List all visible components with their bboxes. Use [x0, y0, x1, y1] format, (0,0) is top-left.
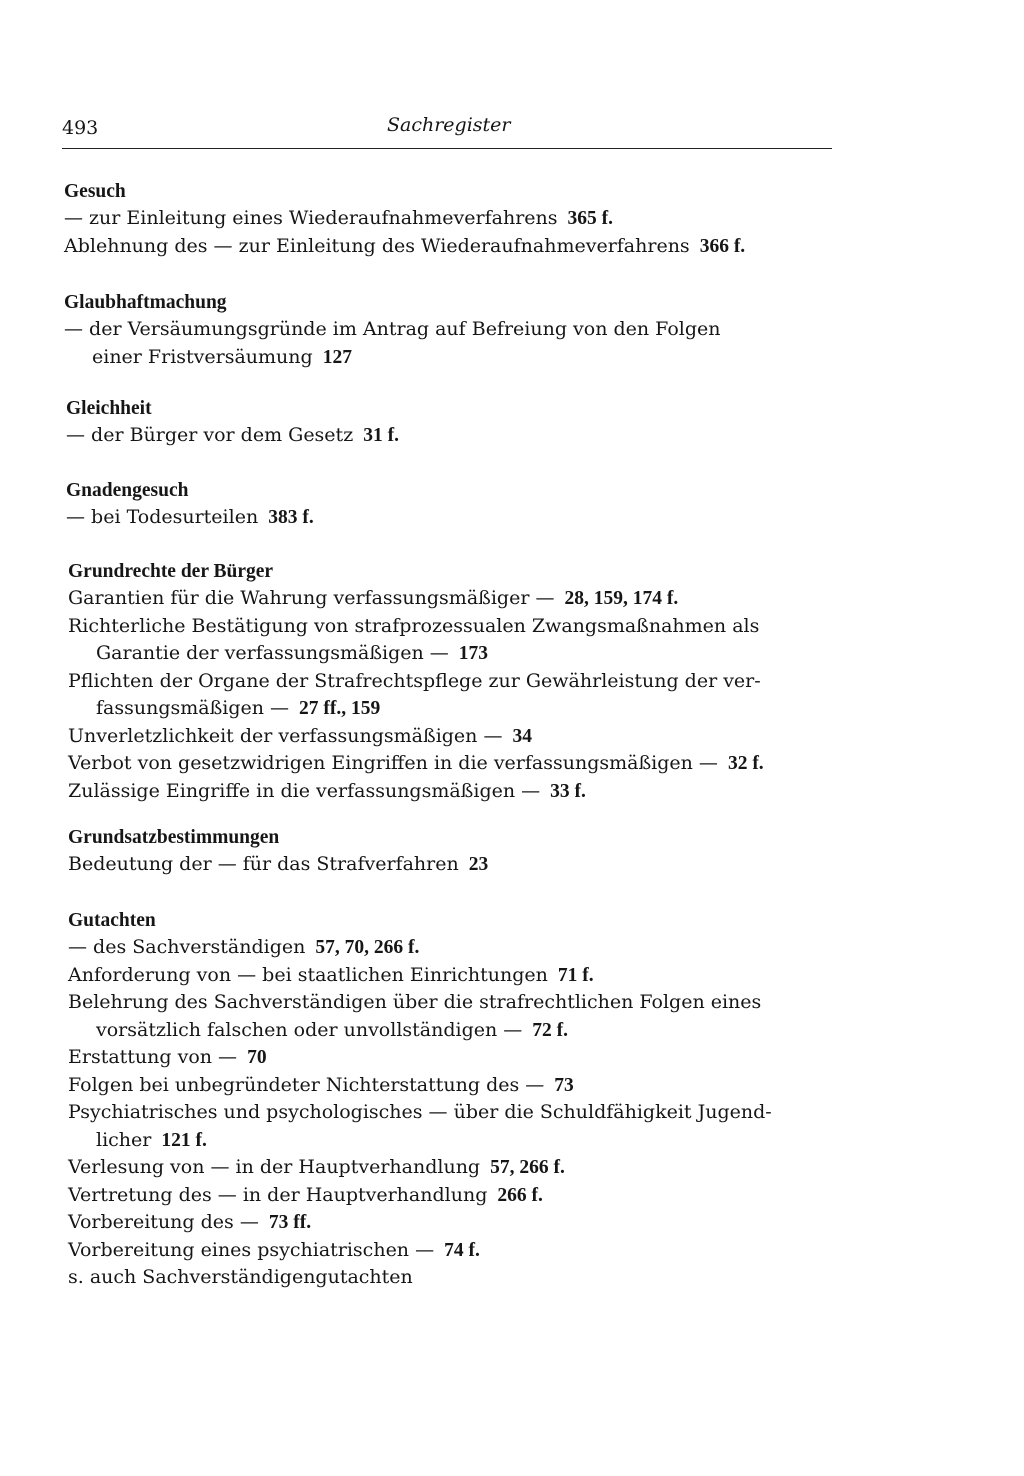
entry-term: Pflichten der Organe der Strafrechtspflege zur Gewährleistung der ver- [68, 669, 761, 692]
entry-text [68, 778, 848, 806]
index-entry [68, 1237, 848, 1265]
index-heading: Gnadengesuch [66, 480, 189, 501]
index-entry [64, 205, 844, 233]
entry-continuation [68, 695, 848, 723]
page-number: 493 [62, 117, 99, 139]
page-reference: 28, 159, 174 f. [564, 588, 679, 609]
index-section [66, 477, 846, 532]
entry-text [64, 205, 844, 233]
index-section [66, 395, 846, 450]
continuation-text: fassungsmäßigen — [96, 697, 290, 719]
entry-continuation [68, 1127, 848, 1155]
index-heading: Gutachten [68, 910, 156, 931]
entry-term: — bei Todesurteilen [66, 506, 259, 528]
continuation-text: licher [96, 1128, 152, 1151]
entry-term: Ablehnung des — zur Einleitung des Wiederaufnahmeverfahrens [64, 234, 690, 257]
index-section [68, 558, 848, 805]
entry-continuation [68, 1017, 848, 1045]
index-section [64, 289, 844, 371]
index-entry [68, 962, 848, 990]
entry-text [64, 233, 844, 261]
entry-text [68, 723, 848, 751]
entry-term: Vorbereitung eines psychiatrischen — [68, 1238, 435, 1261]
entry-text [68, 1182, 848, 1210]
entry-text [68, 1264, 848, 1292]
page-reference: 173 [458, 643, 489, 664]
entry-text [68, 1044, 848, 1072]
entry-text [68, 934, 848, 962]
index-heading: Gleichheit [66, 398, 152, 419]
page-reference: 366 f. [699, 235, 746, 257]
index-heading: Grundsatzbestimmungen [68, 827, 280, 848]
header-rule [62, 148, 832, 149]
entry-text [68, 613, 848, 641]
entry-text [68, 1154, 848, 1182]
entry-term: Anforderung von — bei staatlichen Einrichtungen [68, 963, 548, 986]
index-entry [68, 613, 848, 668]
entry-text [68, 1099, 848, 1127]
entry-continuation [64, 344, 844, 372]
page-reference: 32 f. [727, 753, 764, 774]
index-entry [68, 1044, 848, 1072]
index-section [68, 824, 848, 879]
page-reference: 121 f. [161, 1129, 207, 1151]
index-heading: Grundrechte der Bürger [68, 561, 274, 582]
entry-term: Garantien für die Wahrung verfassungsmäßiger — [68, 587, 555, 609]
entry-term: Erstattung von — [68, 1046, 238, 1068]
page-reference: 31 f. [363, 425, 399, 446]
entry-term: Unverletzlichkeit der verfassungsmäßigen — [68, 724, 503, 747]
entry-term: Verbot von gesetzwidrigen Eingriffen in die verfassungsmäßigen — [68, 752, 718, 774]
entry-text [66, 504, 846, 532]
entry-text [68, 1072, 848, 1100]
entry-term: Belehrung des Sachverständigen über die strafrechtlichen Folgen eines [68, 991, 762, 1013]
index-entry [68, 1072, 848, 1100]
entry-term: Verlesung von — in der Hauptverhandlung [68, 1156, 481, 1178]
entry-term: Psychiatrisches und psychologisches — über die Schuldfähigkeit Jugend- [68, 1101, 772, 1123]
index-entry [68, 1099, 848, 1154]
entry-text [68, 1209, 848, 1237]
index-entry [64, 233, 844, 261]
index-entry [68, 668, 848, 723]
entry-term: — zur Einleitung eines Wiederaufnahmeverfahrens [64, 207, 558, 229]
page-reference: 127 [322, 346, 352, 368]
index-entry [68, 934, 848, 962]
continuation-text: vorsätzlich falschen oder unvollständigen — [96, 1018, 523, 1041]
entry-term: — der Bürger vor dem Gesetz [66, 424, 354, 446]
page-reference: 73 ff. [268, 1212, 312, 1233]
entry-text [64, 316, 844, 344]
index-entry [68, 750, 848, 778]
entry-text [68, 962, 848, 990]
page-reference: 73 [554, 1074, 574, 1096]
index-entry [68, 1264, 848, 1292]
page-reference: 23 [468, 854, 489, 875]
index-section [68, 907, 848, 1292]
page-reference: 383 f. [268, 507, 314, 528]
entry-term: Bedeutung der — für das Strafverfahren [68, 853, 459, 875]
index-entry [66, 422, 846, 450]
continuation-text: einer Fristversäumung [92, 345, 313, 368]
page-reference: 70 [247, 1047, 267, 1068]
index-section [64, 178, 844, 260]
index-entry [68, 851, 848, 879]
entry-term: Vorbereitung des — [68, 1211, 259, 1233]
entry-text [68, 851, 848, 879]
entry-text [68, 750, 848, 778]
entry-text [68, 989, 848, 1017]
index-entry [66, 504, 846, 532]
entry-term: Folgen bei unbegründeter Nichterstattung des — [68, 1073, 545, 1096]
index-heading: Glaubhaftmachung [64, 292, 227, 313]
index-entry [68, 1209, 848, 1237]
index-entry [64, 316, 844, 371]
index-entry [68, 989, 848, 1044]
page-reference: 33 f. [550, 780, 586, 802]
page-reference: 266 f. [497, 1184, 543, 1206]
page-reference: 57, 266 f. [490, 1157, 565, 1178]
entry-text [68, 668, 848, 696]
page-reference: 57, 70, 266 f. [315, 937, 420, 958]
entry-term: s. auch Sachverständigengutachten [68, 1266, 413, 1288]
entry-term: — des Sachverständigen [68, 936, 306, 958]
page-header [62, 112, 834, 152]
page-reference: 27 ff., 159 [299, 698, 381, 719]
entry-text [68, 1237, 848, 1265]
index-entry [68, 1182, 848, 1210]
entry-term: — der Versäumungsgründe im Antrag auf Befreiung von den Folgen [64, 318, 721, 340]
page-reference: 74 f. [444, 1239, 480, 1261]
index-entry [68, 778, 848, 806]
page-reference: 365 f. [567, 208, 614, 229]
index-heading: Gesuch [64, 181, 126, 202]
page-reference: 34 [512, 725, 532, 747]
index-entry [68, 723, 848, 751]
page-reference: 72 f. [532, 1019, 569, 1041]
entry-continuation [68, 640, 848, 668]
index-entry [68, 585, 848, 613]
entry-term: Zulässige Eingriffe in die verfassungsmäßigen — [68, 779, 541, 802]
continuation-text: Garantie der verfassungsmäßigen — [96, 642, 449, 664]
index-entry [68, 1154, 848, 1182]
entry-term: Richterliche Bestätigung von strafprozessualen Zwangsmaßnahmen als [68, 614, 760, 637]
entry-term: Vertretung des — in der Hauptverhandlung [68, 1183, 488, 1206]
running-title: Sachregister [387, 114, 511, 136]
entry-text [66, 422, 846, 450]
entry-text [68, 585, 848, 613]
page-reference: 71 f. [557, 964, 594, 986]
